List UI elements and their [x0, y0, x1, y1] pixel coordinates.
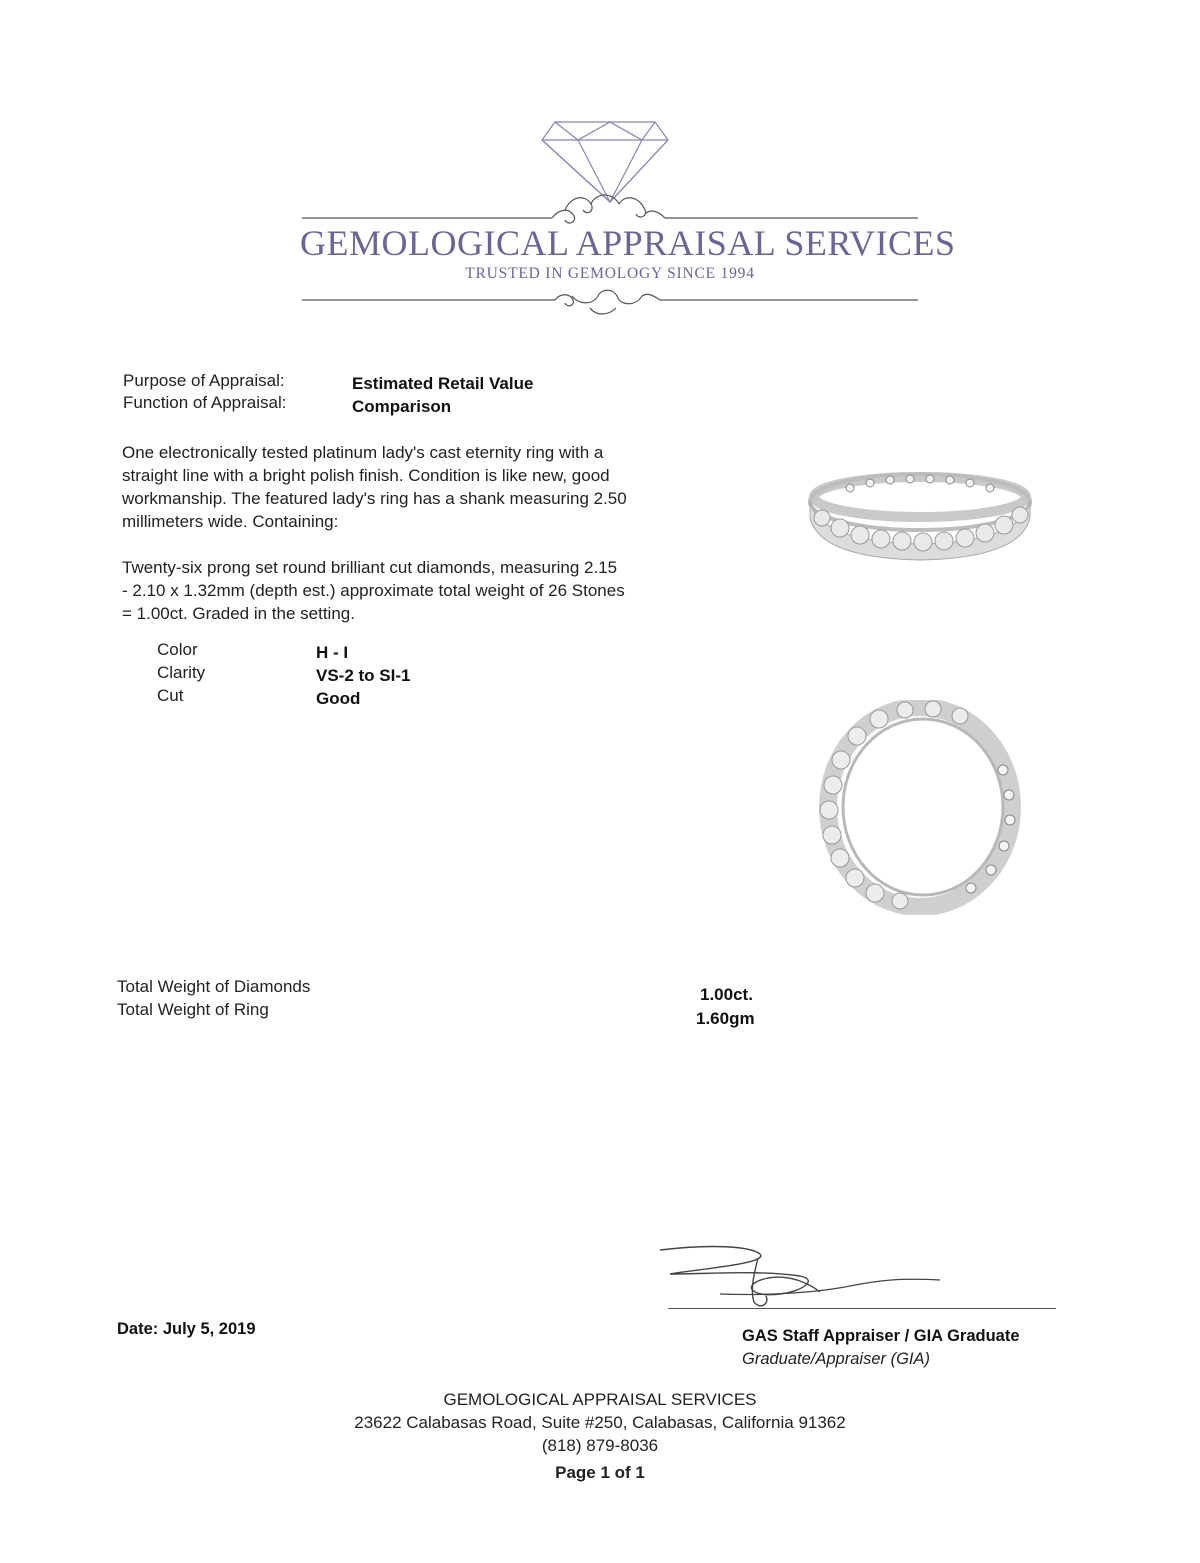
stones-line: = 1.00ct. Graded in the setting.: [122, 604, 355, 623]
function-value: Comparison: [352, 397, 452, 416]
footer-company: GEMOLOGICAL APPRAISAL SERVICES: [443, 1390, 757, 1409]
total-ring-value: 1.60gm: [696, 1009, 755, 1028]
company-logo: [300, 110, 956, 325]
description-line: workmanship. The featured lady's ring has a shank measuring 2.50: [122, 489, 627, 508]
appraisal-date: Date: July 5, 2019: [117, 1320, 256, 1338]
ring-photo-front: [805, 700, 1035, 915]
total-ring-label: Total Weight of Ring: [117, 1000, 269, 1019]
ornament-top: [302, 195, 918, 223]
footer-address: 23622 Calabasas Road, Suite #250, Calabasas, California 91362: [354, 1413, 846, 1432]
purpose-label: Purpose of Appraisal:: [123, 371, 285, 390]
company-name: GEMOLOGICAL APPRAISAL SERVICES: [300, 223, 956, 263]
description-line: millimeters wide. Containing:: [122, 512, 339, 531]
grade-value-cut: Good: [316, 689, 361, 708]
total-diamonds-value: 1.00ct.: [700, 985, 753, 1004]
grade-value-clarity: VS-2 to SI-1: [316, 666, 411, 685]
stones-line: - 2.10 x 1.32mm (depth est.) approximate total weight of 26 Stones: [122, 581, 625, 600]
description-line: straight line with a bright polish finish. Condition is like new, good: [122, 466, 610, 485]
grade-label-color: Color: [157, 640, 198, 659]
stones-line: Twenty-six prong set round brilliant cut diamonds, measuring 2.15: [122, 558, 618, 577]
total-diamonds-label: Total Weight of Diamonds: [117, 977, 311, 996]
ornament-bottom: [302, 290, 918, 314]
diamond-icon: [542, 122, 668, 202]
ring-photo-side: [800, 462, 1040, 572]
appraiser-subtitle: Graduate/Appraiser (GIA): [742, 1350, 930, 1368]
description-line: One electronically tested platinum lady's cast eternity ring with a: [122, 443, 604, 462]
company-tagline: TRUSTED IN GEMOLOGY SINCE 1994: [465, 265, 755, 282]
purpose-value: Estimated Retail Value: [352, 374, 534, 393]
grade-label-clarity: Clarity: [157, 663, 206, 682]
function-label: Function of Appraisal:: [123, 393, 287, 412]
appraiser-title: GAS Staff Appraiser / GIA Graduate: [742, 1327, 1020, 1345]
grade-value-color: H - I: [316, 643, 349, 662]
ring-description: [122, 441, 722, 533]
grade-label-cut: Cut: [157, 686, 184, 705]
footer: [260, 1388, 940, 1484]
page-number: Page 1 of 1: [555, 1463, 645, 1482]
footer-phone: (818) 879-8036: [541, 1436, 659, 1455]
stones-description: [122, 556, 722, 625]
signature-line: [668, 1308, 1056, 1309]
